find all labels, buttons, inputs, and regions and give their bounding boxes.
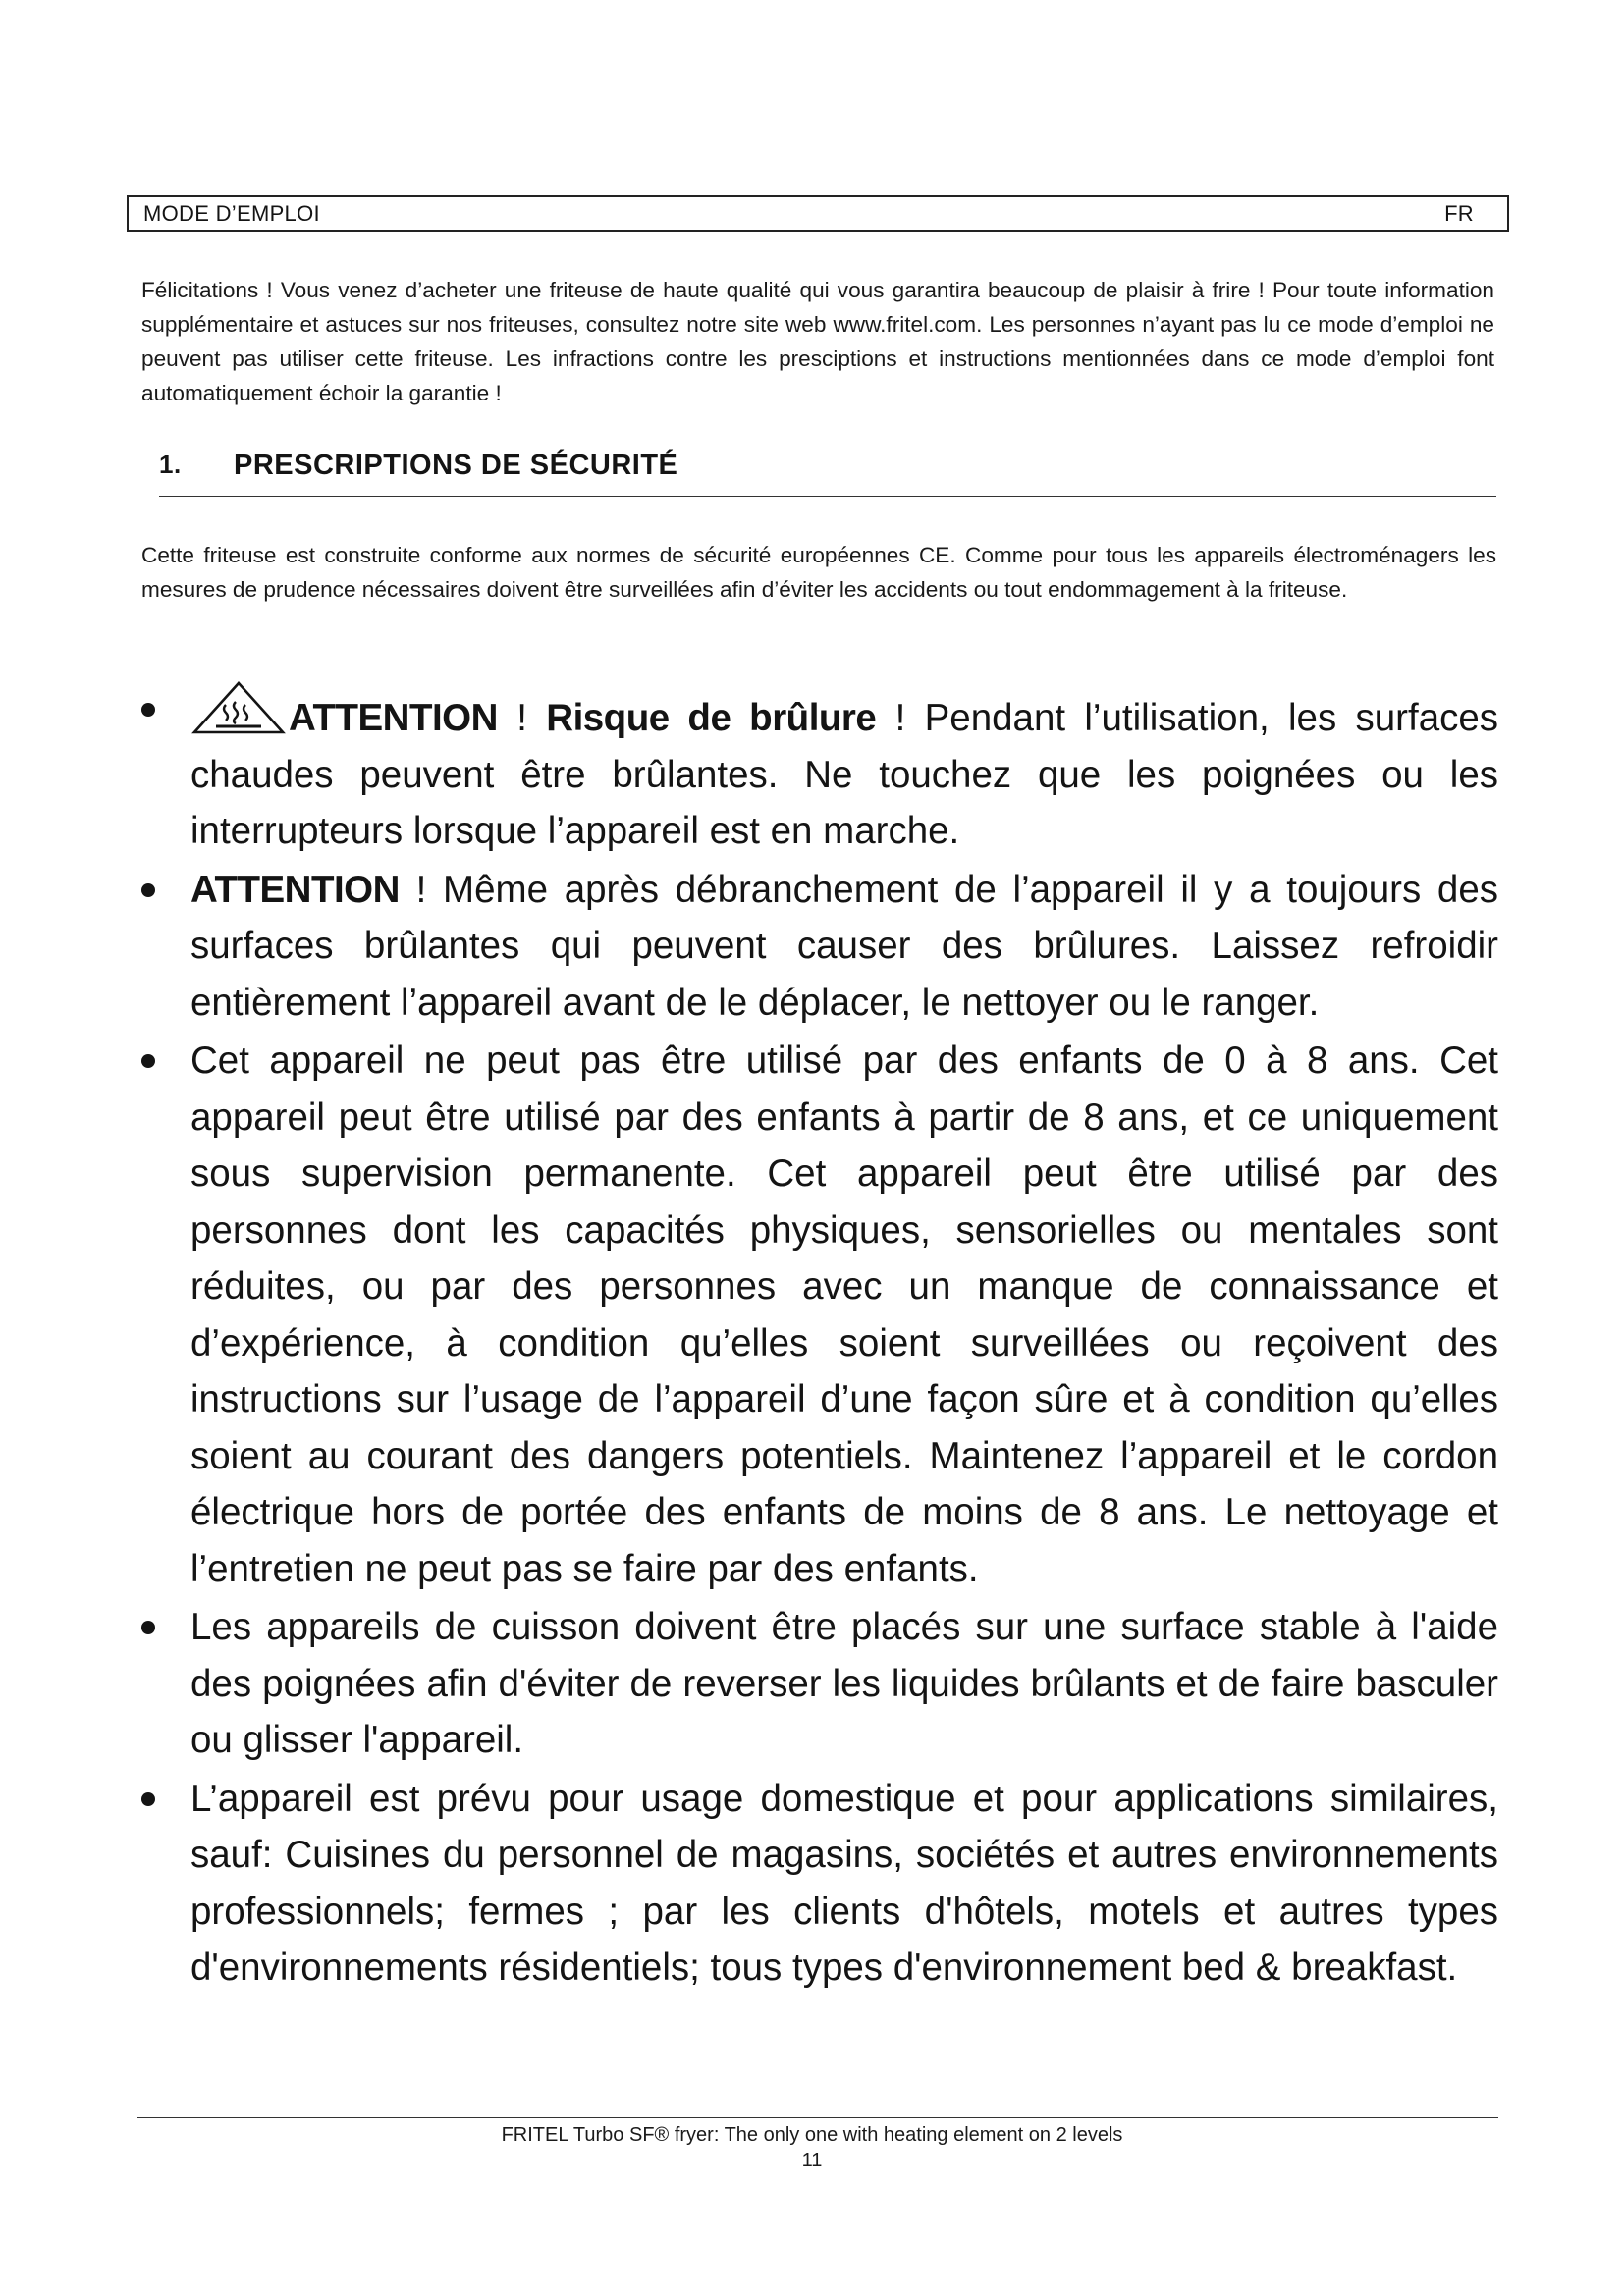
section-title: PRESCRIPTIONS DE SÉCURITÉ bbox=[234, 450, 678, 481]
separator-text: ! bbox=[497, 697, 547, 739]
hot-surface-warning-icon bbox=[190, 681, 287, 736]
page-header bbox=[127, 195, 1509, 232]
footer-text: FRITEL Turbo SF® fryer: The only one with heating element on 2 levels bbox=[501, 2124, 1123, 2146]
list-item bbox=[141, 1033, 1498, 1597]
list-item bbox=[141, 1599, 1498, 1769]
list-item bbox=[141, 862, 1498, 1032]
bullet-icon bbox=[141, 1792, 155, 1806]
page-number: 11 bbox=[801, 2150, 823, 2171]
header-language: FR bbox=[1444, 200, 1474, 226]
bullet-icon bbox=[141, 883, 155, 897]
list-item-text: ! Même après débranchement de l’appareil il y a toujours des surfaces brûlantes qui peuvent causer des brûlures. Laissez refroidir entièrement l’appareil avant de le déplacer, le nettoyer ou le ranger. bbox=[190, 868, 1498, 1024]
intro-paragraph: Félicitations ! Vous venez d’acheter une friteuse de haute qualité qui vous garantira beaucoup de plaisir à frire ! Pour toute information supplémentaire et astuces sur nos friteuses, consultez notre site web www.fritel.com. Les personnes n’ayant pas lu ce mode d’emploi ne peuvent pas utiliser cette friteuse. Les infractions contre les presciptions et instructions mentionnées dans ce mode d’emploi font automatiquement échoir la garantie ! bbox=[141, 278, 1494, 405]
bullet-icon bbox=[141, 703, 155, 717]
bullet-icon bbox=[141, 1054, 155, 1068]
list-item-text: Les appareils de cuisson doivent être placés sur une surface stable à l'aide des poignées afin d'éviter de reverser les liquides brûlants et de faire basculer ou glisser l'appareil. bbox=[190, 1606, 1498, 1761]
list-item bbox=[141, 1771, 1498, 1997]
footer-divider bbox=[137, 2117, 1498, 2118]
safety-list bbox=[141, 681, 1498, 1999]
list-item-text: Cet appareil ne peut pas être utilisé par des enfants de 0 à 8 ans. Cet appareil peut être utilisé par des enfants à partir de 8 ans, et ce uniquement sous supervision permanente. Cet appareil peut être utilisé par des personnes dont les capacités physiques, sensorielles ou mentales sont réduites, ou par des personnes avec un manque de connaissance et d’expérience, à condition qu’elles soient surveillées ou reçoivent des instructions sur l’usage de l’appareil d’une façon sûre et à condition qu’elles soient au courant des dangers potentiels. Maintenez l’appareil et le cordon électrique hors de portée des enfants de moins de 8 ans. Le nettoyage et l’entretien ne peut pas se faire par des enfants. bbox=[190, 1040, 1498, 1590]
attention-label: ATTENTION bbox=[190, 868, 400, 911]
attention-label: ATTENTION bbox=[289, 697, 498, 739]
section-intro-paragraph: Cette friteuse est construite conforme aux normes de sécurité européennes CE. Comme pour tous les appareils électroménagers les mesures de prudence nécessaires doivent être surveillées afin d’éviter les accidents ou tout endommagement à la friteuse. bbox=[141, 543, 1496, 602]
burn-risk-label: Risque de brûlure bbox=[546, 697, 877, 739]
section-heading bbox=[159, 450, 1496, 497]
list-item bbox=[141, 681, 1498, 860]
list-item-text: ! Pendant l’utilisation, les surfaces chaudes peuvent être brûlantes. Ne touchez que les poignées ou les interrupteurs lorsque l’appareil est en marche. bbox=[190, 697, 1499, 852]
header-title: MODE D’EMPLOI bbox=[143, 200, 320, 226]
section-number: 1. bbox=[159, 450, 182, 479]
list-item-text: L’appareil est prévu pour usage domestique et pour applications similaires, sauf: Cuisines du personnel de magasins, sociétés et autres environnements professionnels; fermes ; par les clients d'hôtels, motels et autres types d'environnements résidentiels; tous types d'environnement bed & breakfast. bbox=[190, 1777, 1498, 1989]
bullet-icon bbox=[141, 1621, 155, 1634]
